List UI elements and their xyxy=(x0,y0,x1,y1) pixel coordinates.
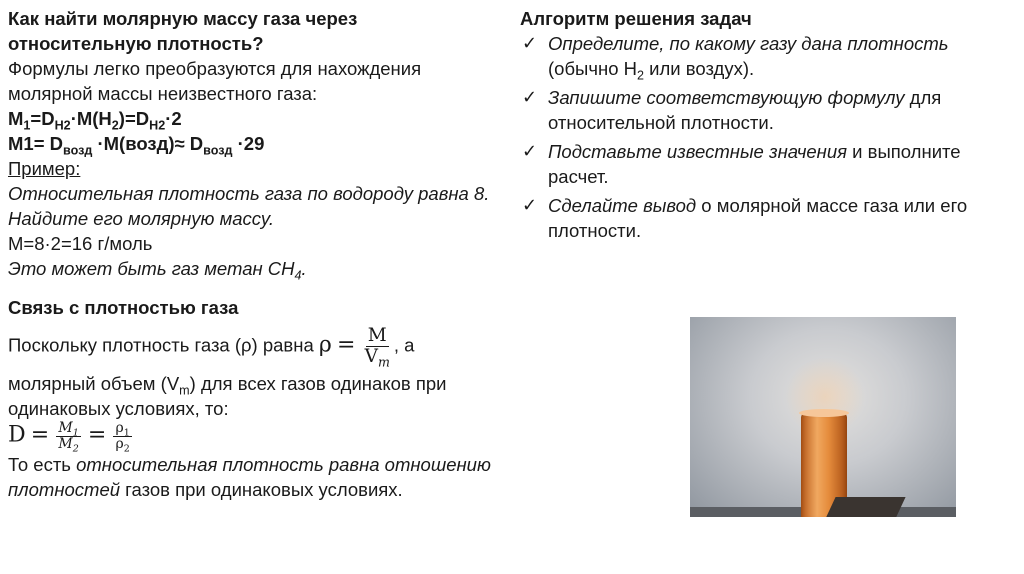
example-label: Пример: xyxy=(8,158,81,179)
algorithm-title: Алгоритм решения задач xyxy=(520,8,752,29)
algorithm-list xyxy=(520,31,990,243)
left-column xyxy=(8,6,508,502)
density-title: Связь с плотностью газа xyxy=(8,297,239,318)
heading-line-1: Как найти молярную массу газа через xyxy=(8,8,358,29)
intro-text: Формулы легко преобразуются для нахождения молярной массы неизвестного газа: xyxy=(8,58,422,104)
density-line-2: молярный объем $(V_m)$ для всех газов одинаков при одинаковых условиях, то: xyxy=(8,373,447,419)
example-conclusion: Это может быть газ метан $CH_4$. xyxy=(8,258,307,283)
list-item: ✓ Определите, по какому газу дана плотность (обычно $H_2$ или воздух). xyxy=(522,33,949,83)
density-formula: D = $\frac{M_1}{M_2}$ = $\frac{\rho_1}{\rho_2}$ xyxy=(8,420,130,455)
list-item: ✓ Запишите соответствующую формулу для относительной плотности. xyxy=(522,87,942,133)
test-tube-photo xyxy=(690,317,956,517)
rho-fraction: $\frac{\rho_1}{\rho_2}$ xyxy=(115,420,130,455)
example-calc: М=8·2=16 г/моль xyxy=(8,233,153,254)
check-icon: ✓ xyxy=(522,141,538,161)
list-item: ✓ Подставьте известные значения и выполните расчет. xyxy=(522,141,961,187)
density-line-1: Поскольку плотность газа (ρ) равна ρ = $\frac{M}{V_m}$ , а xyxy=(8,325,415,370)
check-icon: ✓ xyxy=(522,87,538,107)
formula-2: $M1= D_{возд}$ ·M(возд)≈ $D_{возд} \cdot 29$ xyxy=(8,133,265,158)
example-text: Относительная плотность газа по водороду равна 8. Найдите его молярную массу. xyxy=(8,183,490,229)
density-fraction: $\frac{M}{V_m}$ xyxy=(364,325,390,370)
test-tube-rim xyxy=(799,409,849,417)
heading-line-2: относительную плотность? xyxy=(8,33,264,54)
check-icon: ✓ xyxy=(522,33,538,53)
right-column xyxy=(520,6,990,247)
mass-fraction: $\frac{M_1}{M_2}$ xyxy=(58,420,79,455)
list-item: ✓ Сделайте вывод о молярной массе газа или его плотности. xyxy=(522,195,968,241)
density-conclusion: То есть относительная плотность равна отношению плотностей газов при одинаковых условиях. xyxy=(8,454,491,500)
check-icon: ✓ xyxy=(522,195,538,215)
formula-1: $M_1=D_{H2}\cdot M(H_2)=D_{H2}\cdot 2$ xyxy=(8,108,182,133)
rho-symbol: ρ xyxy=(318,332,332,358)
tube-clamp xyxy=(824,497,905,517)
heading xyxy=(8,6,508,56)
